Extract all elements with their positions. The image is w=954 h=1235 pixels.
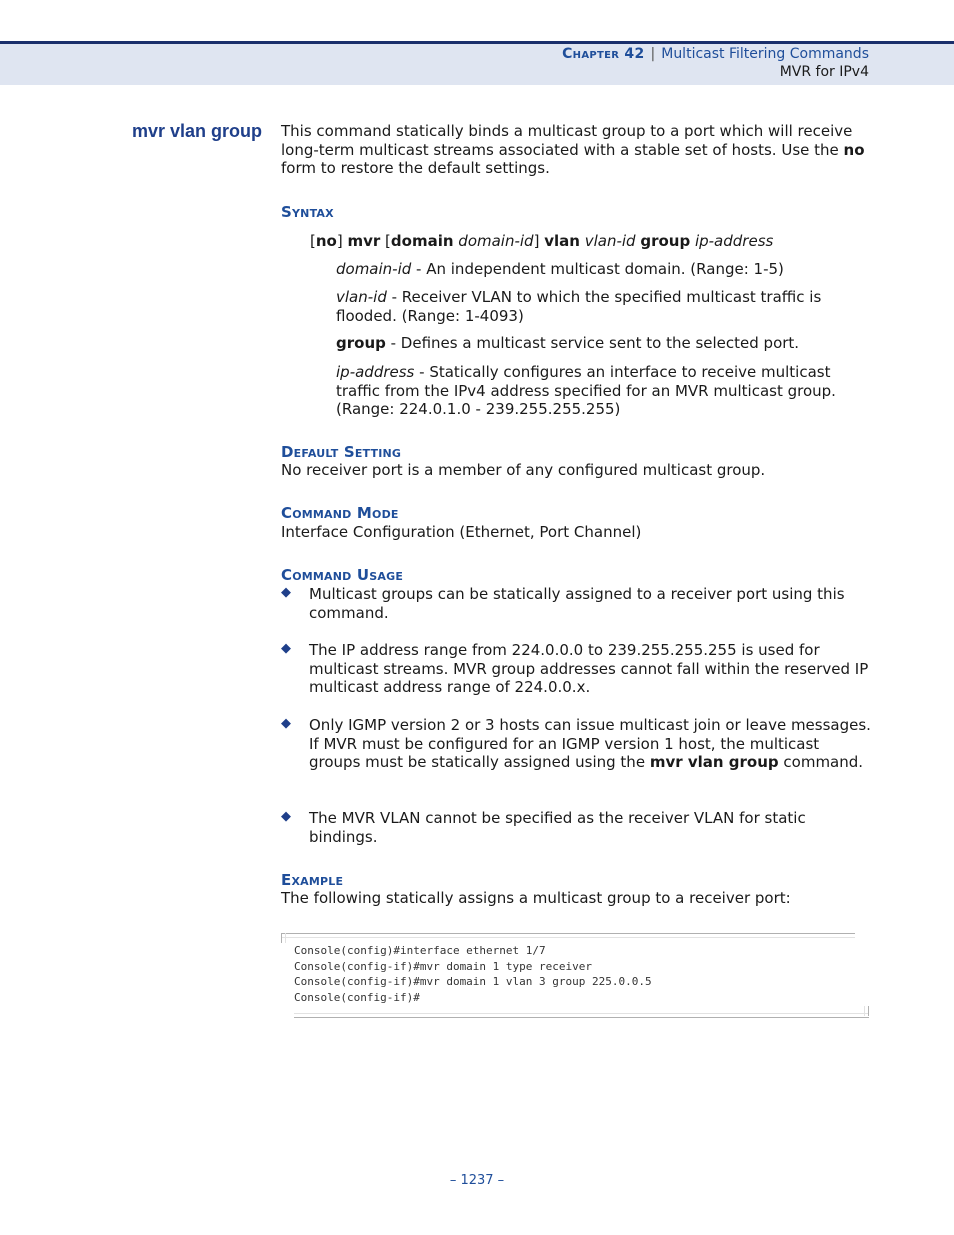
command-reference: mvr vlan group xyxy=(649,753,779,772)
syntax-keyword: vlan xyxy=(544,232,580,250)
chapter-title: Multicast Filtering Commands xyxy=(661,46,869,62)
list-item-text: Only IGMP version 2 or 3 hosts can issue multicast join or leave messages. If MVR must be configured for an IGMP version 1 host, the multicast groups must be statically assigned using the mvr vlan group command. xyxy=(309,716,871,772)
param-name: group xyxy=(336,334,386,352)
list-item xyxy=(281,585,871,622)
running-header xyxy=(562,46,869,62)
code-line: Console(config-if)#mvr domain 1 type receiver xyxy=(294,959,593,973)
syntax-keyword: mvr xyxy=(347,232,381,250)
param-desc: - Defines a multicast service sent to the selected port. xyxy=(385,334,800,352)
param-desc: - Statically configures an interface to receive multicast traffic from the IPv4 address specified for an MVR multicast group. (Range: 224.0.1.0 - 239.255.255.255) xyxy=(336,363,836,419)
syntax-argument: ip-address xyxy=(690,232,774,250)
list-item-text: Multicast groups can be statically assigned to a receiver port using this command. xyxy=(309,585,845,622)
command-title: mvr vlan group xyxy=(132,121,263,141)
header-rule xyxy=(0,41,954,44)
param-domain-id xyxy=(336,260,871,279)
code-line: Console(config)#interface ethernet 1/7 xyxy=(294,944,546,957)
param-name: ip-address xyxy=(336,363,415,381)
command-mode-heading: Command Mode xyxy=(281,504,399,522)
intro-text: This command statically binds a multicast group to a port which will receive long-term multicast streams associated with a stable set of hosts. Use the xyxy=(281,122,853,159)
example-text: The following statically assigns a multicast group to a receiver port: xyxy=(281,889,791,907)
code-border-right xyxy=(864,1006,869,1016)
syntax-keyword: domain xyxy=(390,232,454,250)
param-ip-address xyxy=(336,363,871,419)
diamond-bullet-icon: ◆ xyxy=(281,809,291,824)
syntax-token: ] xyxy=(533,232,545,250)
default-setting-heading: Default Setting xyxy=(281,443,402,461)
command-usage-heading: Command Usage xyxy=(281,566,404,584)
syntax-heading: Syntax xyxy=(281,203,334,221)
list-item-text: The IP address range from 224.0.0.0 to 239.255.255.255 is used for multicast streams. MVR group addresses cannot fall within the reserved IP multicast address range of 224.0.0.x. xyxy=(309,641,869,697)
syntax-argument: vlan-id xyxy=(579,232,641,250)
list-item xyxy=(281,716,871,772)
code-line: Console(config-if)# xyxy=(294,990,420,1004)
syntax-token: ] xyxy=(336,232,348,250)
list-item-text: The MVR VLAN cannot be specified as the receiver VLAN for static bindings. xyxy=(309,809,806,846)
param-vlan-id xyxy=(336,288,871,325)
code-line: Console(config-if)#mvr domain 1 vlan 3 group 225.0.0.5 xyxy=(294,975,652,989)
code-border-left xyxy=(281,933,286,943)
command-intro xyxy=(281,122,871,178)
syntax-line xyxy=(310,232,773,250)
command-mode-text: Interface Configuration (Ethernet, Port Channel) xyxy=(281,523,642,541)
param-group xyxy=(336,334,871,353)
syntax-token: [ xyxy=(380,232,391,250)
diamond-bullet-icon: ◆ xyxy=(281,585,291,600)
code-block xyxy=(281,933,869,1019)
param-desc: - An independent multicast domain. (Range: 1-5) xyxy=(411,260,784,278)
param-desc: - Receiver VLAN to which the specified multicast traffic is flooded. (Range: 1-4093) xyxy=(336,288,822,325)
diamond-bullet-icon: ◆ xyxy=(281,716,291,731)
section-title: MVR for IPv4 xyxy=(779,64,869,80)
page-number: – 1237 – xyxy=(449,1173,505,1188)
default-setting-text: No receiver port is a member of any configured multicast group. xyxy=(281,461,766,479)
code-border-top xyxy=(281,933,855,938)
syntax-argument: domain-id xyxy=(453,232,534,250)
chapter-label: Chapter 42 xyxy=(562,46,645,62)
syntax-token: [ xyxy=(310,232,316,250)
header-separator: | xyxy=(650,46,656,62)
param-name: domain-id xyxy=(336,260,412,278)
intro-keyword: no xyxy=(843,140,865,159)
param-name: vlan-id xyxy=(336,288,387,306)
intro-text-end: form to restore the default settings. xyxy=(281,159,550,178)
syntax-keyword: no xyxy=(315,232,337,250)
diamond-bullet-icon: ◆ xyxy=(281,641,291,656)
list-item xyxy=(281,641,871,697)
code-border-bottom xyxy=(294,1013,869,1018)
syntax-keyword: group xyxy=(640,232,691,250)
list-item xyxy=(281,809,871,846)
code-text xyxy=(294,943,652,1005)
example-heading: Example xyxy=(281,871,344,889)
